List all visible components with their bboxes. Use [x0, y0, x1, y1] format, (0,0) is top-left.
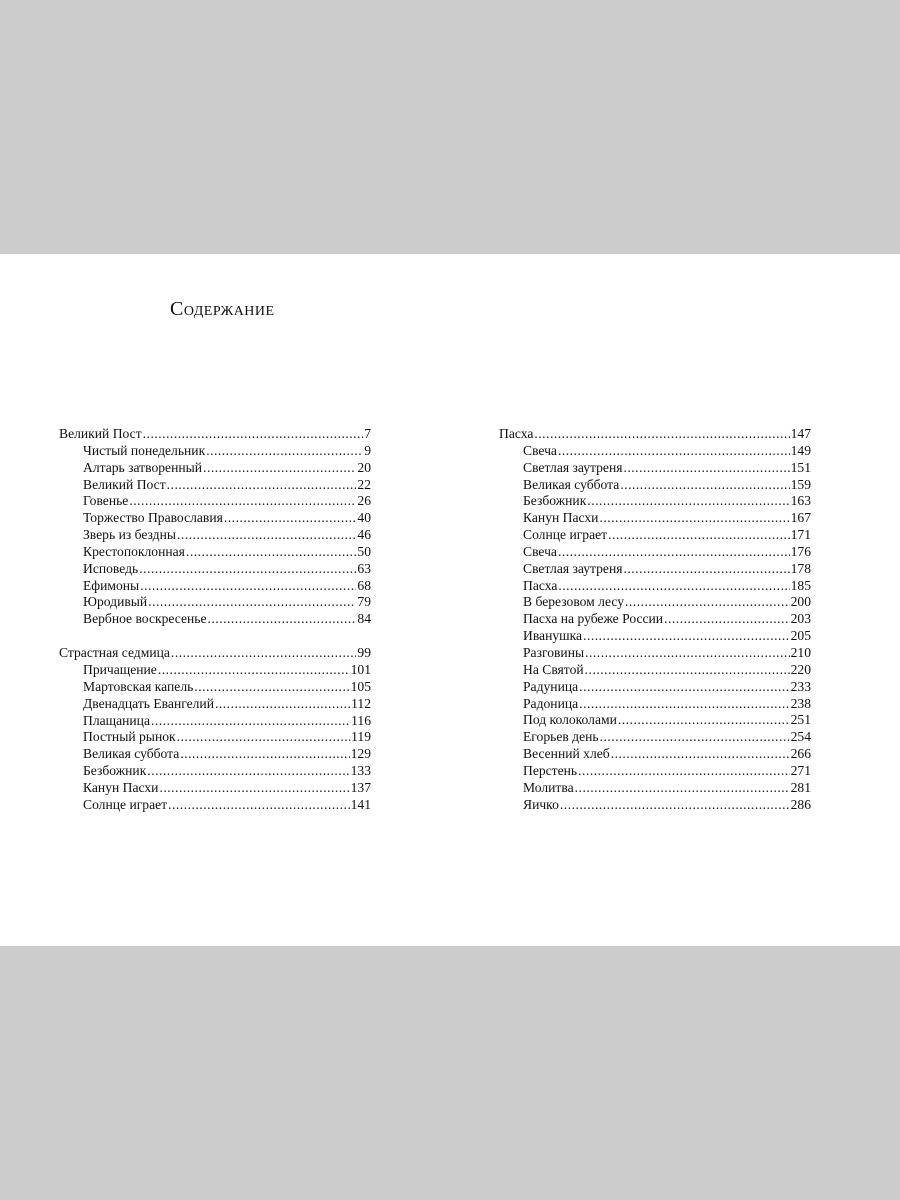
dot-leader: [534, 426, 789, 443]
toc-entry-page: 22: [357, 476, 371, 492]
toc-entry-title: Великая суббота: [83, 746, 180, 762]
toc-entry-page: 251: [790, 712, 811, 728]
toc-entry-page: 141: [350, 796, 371, 812]
dot-leader: [620, 477, 789, 494]
toc-entry-title: Вербное воскресенье: [83, 611, 207, 627]
toc-entry-title: Пасха на рубеже России: [523, 611, 664, 627]
toc-entry: [59, 578, 371, 595]
toc-entry: [59, 696, 371, 713]
toc-entry-page: 68: [357, 577, 371, 593]
toc-entry-title: Алтарь затворенный: [83, 459, 203, 475]
toc-entry: [499, 443, 811, 460]
toc-entry: [59, 746, 371, 763]
toc-entry-page: 149: [790, 442, 811, 458]
toc-entry-page: 205: [790, 628, 811, 644]
toc-entry-title: Мартовская капель: [83, 678, 194, 694]
toc-entry-page: 147: [790, 426, 811, 441]
toc-entry-title: Перстень: [523, 762, 578, 778]
toc-entry: [499, 510, 811, 527]
toc-entry-title: Солнце играет: [523, 527, 608, 543]
dot-leader: [194, 679, 349, 696]
toc-entry-title: Торжество Православия: [83, 510, 223, 526]
toc-section: [499, 426, 811, 813]
toc-entry-title: Зверь из бездны: [83, 527, 177, 543]
dot-leader: [206, 443, 363, 460]
toc-entry-title: Юродивый: [83, 594, 148, 610]
toc-entry: [499, 594, 811, 611]
toc-entry-title: Великий Пост: [59, 426, 142, 441]
toc-section-heading: [499, 426, 811, 443]
toc-entry-page: 167: [790, 510, 811, 526]
toc-entry-title: Чистый понедельник: [83, 442, 206, 458]
toc-entry-title: В березовом лесу: [523, 594, 624, 610]
toc-entry-title: Великая суббота: [523, 476, 620, 492]
toc-entry: [59, 460, 371, 477]
dot-leader: [143, 426, 364, 443]
toc-entry-page: 171: [790, 527, 811, 543]
toc-entry-page: 233: [790, 678, 811, 694]
toc-entry-page: 40: [357, 510, 371, 526]
dot-leader: [625, 594, 790, 611]
dot-leader: [599, 510, 789, 527]
toc-entry-title: Говенье: [83, 493, 129, 509]
toc-entry: [59, 780, 371, 797]
dot-leader: [171, 645, 356, 662]
dot-leader: [203, 460, 356, 477]
toc-entry-title: Великий Пост: [83, 476, 166, 492]
page-title: Содержание: [170, 298, 275, 320]
dot-leader: [579, 696, 789, 713]
toc-entry-title: Солнце играет: [83, 796, 168, 812]
toc-section-heading: [59, 426, 371, 443]
dot-leader: [585, 645, 790, 662]
toc-entry: [499, 780, 811, 797]
toc-entry-title: Ефимоны: [83, 577, 140, 593]
dot-leader: [159, 780, 349, 797]
toc-entry: [59, 797, 371, 814]
toc-entry-title: Постный рынок: [83, 729, 176, 745]
dot-leader: [560, 797, 790, 814]
dot-leader: [215, 696, 350, 713]
toc-entry-title: Под колоколами: [523, 712, 617, 728]
dot-leader: [585, 662, 790, 679]
toc-entry-title: Весенний хлеб: [523, 746, 610, 762]
toc-entry-page: 281: [790, 779, 811, 795]
dot-leader: [224, 510, 357, 527]
toc-entry-page: 84: [357, 611, 371, 627]
toc-entry: [499, 561, 811, 578]
dot-leader: [177, 527, 356, 544]
toc-entry-title: Крестопоклонная: [83, 543, 185, 559]
toc-entry-page: 46: [357, 527, 371, 543]
toc-entry-title: Канун Пасхи: [83, 779, 159, 795]
dot-leader: [664, 611, 790, 628]
toc-entry: [59, 443, 371, 460]
toc-entry-page: 178: [790, 560, 811, 576]
dot-leader: [208, 611, 357, 628]
dot-leader: [558, 578, 789, 595]
toc-entry: [59, 510, 371, 527]
toc-entry: [59, 679, 371, 696]
toc-entry-page: 112: [351, 695, 371, 711]
toc-entry-page: 185: [790, 577, 811, 593]
toc-entry: [499, 662, 811, 679]
toc-entry-title: Исповедь: [83, 560, 139, 576]
toc-entry: [499, 460, 811, 477]
toc-section: [59, 645, 371, 813]
toc-entry-page: 266: [790, 746, 811, 762]
toc-entry-page: 20: [357, 459, 371, 475]
toc-section: [59, 426, 371, 628]
toc-entry: [59, 662, 371, 679]
toc-entry: [59, 561, 371, 578]
toc-entry: [499, 797, 811, 814]
toc-entry-page: 105: [350, 678, 371, 694]
dot-leader: [579, 679, 789, 696]
toc-entry-page: 116: [351, 712, 371, 728]
toc-entry: [499, 712, 811, 729]
dot-leader: [129, 493, 356, 510]
toc-entry-page: 101: [350, 661, 371, 677]
dot-leader: [587, 493, 789, 510]
toc-entry-page: 203: [790, 611, 811, 627]
toc-entry: [499, 763, 811, 780]
toc-entry-page: 26: [357, 493, 371, 509]
dot-leader: [139, 561, 356, 578]
toc-entry: [499, 544, 811, 561]
toc-entry-title: Двенадцать Евангелий: [83, 695, 214, 711]
toc-entry-title: Пасха: [499, 426, 534, 441]
toc-entry-page: 129: [350, 746, 371, 762]
toc-left-column: [59, 426, 371, 831]
toc-entry-page: 210: [790, 644, 811, 660]
toc-entry-title: Пасха: [523, 577, 558, 593]
toc-entry-title: На Святой: [523, 661, 584, 677]
toc-entry-page: 159: [790, 476, 811, 492]
toc-entry-page: 254: [790, 729, 811, 745]
toc-entry-page: 79: [357, 594, 371, 610]
toc-entry-page: 271: [790, 762, 811, 778]
dot-leader: [608, 527, 790, 544]
toc-entry: [59, 594, 371, 611]
toc-entry-title: Безбожник: [523, 493, 587, 509]
toc-entry: [499, 628, 811, 645]
toc-entry-page: 200: [790, 594, 811, 610]
toc-entry-title: Плащаница: [83, 712, 150, 728]
toc-entry-title: Светлая заутреня: [523, 459, 623, 475]
toc-entry: [499, 679, 811, 696]
toc-entry: [499, 527, 811, 544]
toc-entry: [59, 611, 371, 628]
dot-leader: [151, 713, 350, 730]
dot-leader: [158, 662, 350, 679]
toc-entry: [499, 578, 811, 595]
dot-leader: [623, 561, 789, 578]
toc-entry-title: Свеча: [523, 442, 557, 458]
dot-leader: [583, 628, 790, 645]
dot-leader: [623, 460, 789, 477]
toc-entry-title: Свеча: [523, 543, 557, 559]
toc-entry: [499, 611, 811, 628]
dot-leader: [148, 594, 356, 611]
toc-entry: [59, 477, 371, 494]
toc-entry: [59, 729, 371, 746]
dot-leader: [600, 729, 790, 746]
toc-entry: [499, 696, 811, 713]
toc-entry-page: 238: [790, 695, 811, 711]
dot-leader: [578, 763, 789, 780]
dot-leader: [147, 763, 349, 780]
toc-entry: [59, 544, 371, 561]
dot-leader: [558, 443, 790, 460]
toc-entry-page: 63: [357, 560, 371, 576]
toc-entry-page: 151: [790, 459, 811, 475]
dot-leader: [140, 578, 356, 595]
toc-entry-page: 133: [350, 763, 371, 779]
toc-entry-page: 137: [350, 779, 371, 795]
toc-entry-title: Причащение: [83, 661, 157, 677]
toc-entry-title: Безбожник: [83, 763, 147, 779]
toc-entry: [499, 746, 811, 763]
toc-entry-page: 7: [364, 426, 371, 441]
toc-entry-title: Радуница: [523, 678, 579, 694]
toc-entry-page: 50: [357, 543, 371, 559]
toc-entry: [499, 729, 811, 746]
toc-entry-page: 286: [790, 796, 811, 812]
dot-leader: [180, 746, 349, 763]
dot-leader: [177, 729, 350, 746]
toc-entry-title: Егорьев день: [523, 729, 599, 745]
toc-entry-page: 163: [790, 493, 811, 509]
toc-entry-title: Радоница: [523, 695, 579, 711]
toc-entry: [59, 493, 371, 510]
dot-leader: [611, 746, 790, 763]
toc-entry-page: 99: [357, 645, 371, 661]
toc-entry-page: 220: [790, 661, 811, 677]
toc-right-column: [499, 426, 811, 830]
dot-leader: [168, 797, 350, 814]
toc-entry-title: Яичко: [523, 796, 559, 812]
toc-entry: [499, 645, 811, 662]
toc-entry: [499, 493, 811, 510]
toc-entry: [59, 527, 371, 544]
toc-entry-page: 176: [790, 543, 811, 559]
dot-leader: [618, 712, 790, 729]
dot-leader: [167, 477, 357, 494]
toc-entry-title: Молитва: [523, 779, 574, 795]
toc-entry-page: 9: [364, 442, 371, 458]
dot-leader: [186, 544, 356, 561]
toc-entry: [59, 763, 371, 780]
toc-entry-title: Светлая заутреня: [523, 560, 623, 576]
toc-entry-page: 119: [351, 729, 371, 745]
toc-entry-title: Иванушка: [523, 628, 583, 644]
toc-entry: [59, 713, 371, 730]
dot-leader: [558, 544, 790, 561]
toc-entry-title: Канун Пасхи: [523, 510, 599, 526]
toc-section-heading: [59, 645, 371, 662]
dot-leader: [575, 780, 790, 797]
toc-entry-title: Разговины: [523, 644, 585, 660]
toc-entry-title: Страстная седмица: [59, 645, 170, 661]
toc-entry: [499, 477, 811, 494]
